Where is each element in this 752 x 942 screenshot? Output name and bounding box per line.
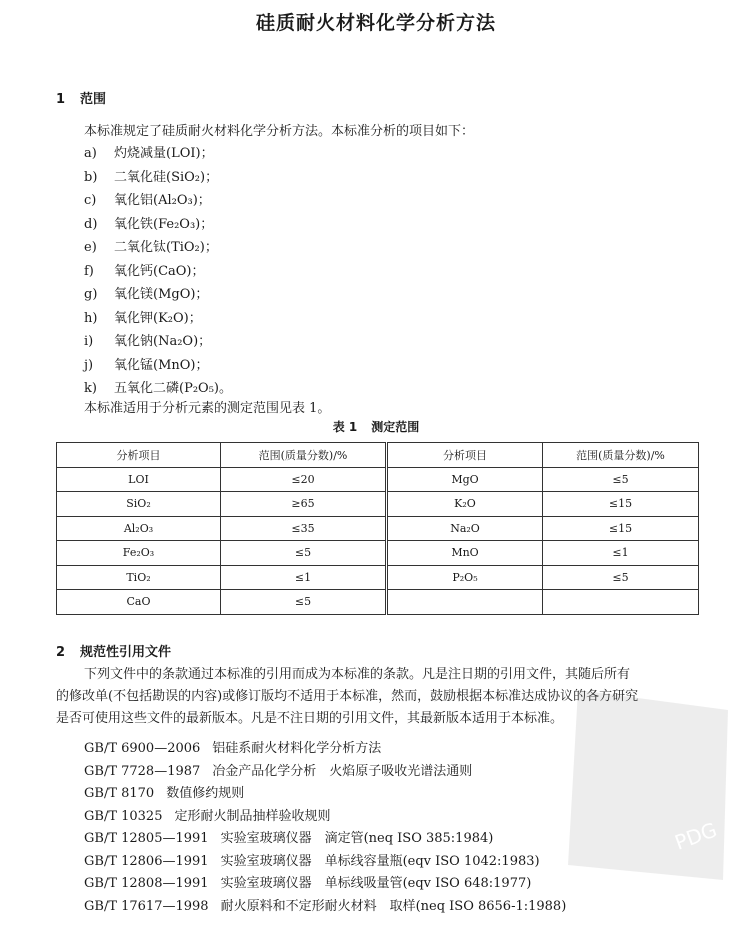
list-marker: k) (84, 381, 97, 396)
paragraph-line: 的修改单(不包括勘误的内容)或修订版均不适用于本标准，然而，鼓励根据本标准达成协议的各方研究 (56, 689, 639, 704)
paragraph-line: 是否可使用这些文件的最新版本。凡是不注日期的引用文件，其最新版本适用于本标准。 (56, 711, 564, 726)
reference-item (84, 873, 566, 896)
table-header-cell: 范围(质量分数)/% (543, 443, 699, 468)
list-text: 氧化铝(Al₂O₃)； (114, 193, 211, 208)
table-caption (0, 418, 752, 435)
list-item (84, 283, 232, 307)
reference-code: GB/T 17617—1998 (84, 898, 209, 914)
table-row (57, 565, 699, 590)
list-text: 灼烧减量(LOI)； (114, 146, 214, 161)
list-marker: f) (84, 263, 94, 279)
reference-code: GB/T 6900—2006 (84, 741, 201, 756)
section-1-scope-note: 本标准适用于分析元素的测定范围见表 1。 (84, 401, 331, 416)
table-cell: SiO₂ (57, 492, 221, 517)
table-header-row (57, 443, 699, 468)
section-title: 范围 (80, 92, 107, 107)
table-cell: CaO (57, 590, 221, 615)
section-2-heading (56, 641, 171, 660)
list-text: 氧化镁(MgO)； (114, 287, 209, 302)
list-item (84, 354, 232, 378)
list-marker: c) (84, 193, 97, 208)
table-cell: Al₂O₃ (57, 516, 221, 541)
reference-title: 实验室玻璃仪器 滴定管(neq ISO 385:1984) (220, 831, 494, 846)
table-header-cell: 范围(质量分数)/% (221, 443, 387, 468)
table-cell: Fe₂O₃ (57, 541, 221, 566)
section-number: 2 (56, 645, 66, 660)
table-cell: ≤15 (543, 516, 699, 541)
table-cell (387, 590, 543, 615)
reference-list (84, 738, 566, 918)
section-title: 规范性引用文件 (80, 645, 172, 660)
table-caption-text: 测定范围 (371, 420, 420, 434)
list-item (84, 166, 232, 190)
reference-item (84, 738, 566, 761)
reference-code: GB/T 12808—1991 (84, 876, 209, 891)
table-row (57, 541, 699, 566)
table-header-cell: 分析项目 (57, 443, 221, 468)
table-row (57, 467, 699, 492)
table-cell (543, 590, 699, 615)
list-item (84, 330, 232, 354)
list-marker: h) (84, 310, 98, 326)
table-cell: Na₂O (387, 516, 543, 541)
reference-item (84, 761, 566, 784)
table-row (57, 492, 699, 517)
reference-item (84, 828, 566, 851)
table-cell: ≤5 (543, 565, 699, 590)
reference-item (84, 783, 566, 806)
paragraph-line: 下列文件中的条款通过本标准的引用而成为本标准的条款。凡是注日期的引用文件，其随后所有 (84, 667, 631, 682)
list-marker: d) (84, 216, 98, 232)
reference-title: 耐火原料和不定形耐火材料 取样(neq ISO 8656-1:1988) (220, 898, 567, 914)
reference-item (84, 851, 566, 874)
reference-code: GB/T 12805—1991 (84, 831, 209, 846)
reference-item (84, 806, 566, 829)
table-cell: ≥65 (221, 492, 387, 517)
table-cell: ≤1 (543, 541, 699, 566)
table-cell: ≤5 (543, 467, 699, 492)
list-marker: i) (84, 334, 94, 349)
reference-title: 冶金产品化学分析 火焰原子吸收光谱法通则 (212, 763, 473, 779)
table-cell: ≤5 (221, 590, 387, 615)
reference-title: 定形耐火制品抽样验收规则 (174, 808, 331, 824)
list-marker: a) (84, 146, 97, 161)
watermark-text: PDG (671, 817, 721, 855)
table-label: 表 1 (332, 420, 358, 434)
table-cell: ≤5 (221, 541, 387, 566)
table-cell: MnO (387, 541, 543, 566)
table-cell: MgO (387, 467, 543, 492)
reference-code: GB/T 8170 (84, 786, 155, 801)
seal-shape (568, 690, 728, 880)
table-cell: TiO₂ (57, 565, 221, 590)
reference-title: 实验室玻璃仪器 单标线容量瓶(eqv ISO 1042:1983) (220, 853, 540, 869)
reference-code: GB/T 12806—1991 (84, 853, 209, 869)
range-table (56, 442, 699, 615)
library-seal-icon (548, 680, 738, 890)
reference-title: 铝硅系耐火材料化学分析方法 (212, 741, 382, 756)
reference-code: GB/T 7728—1987 (84, 763, 201, 779)
list-item (84, 260, 232, 284)
table-row (57, 590, 699, 615)
list-marker: j) (84, 357, 94, 373)
list-text: 氧化锰(MnO)； (114, 357, 209, 373)
table-cell: ≤1 (221, 565, 387, 590)
list-item (84, 307, 232, 331)
table-cell: LOI (57, 467, 221, 492)
table-header-cell: 分析项目 (387, 443, 543, 468)
list-marker: g) (84, 287, 98, 302)
table-cell: ≤20 (221, 467, 387, 492)
list-text: 氧化铁(Fe₂O₃)； (114, 216, 214, 232)
section-1-heading (56, 88, 106, 107)
list-text: 二氧化硅(SiO₂)； (114, 169, 219, 185)
list-text: 二氧化钛(TiO₂)； (114, 240, 218, 255)
list-item (84, 142, 232, 166)
table-cell: ≤35 (221, 516, 387, 541)
list-text: 氧化钾(K₂O)； (114, 310, 202, 326)
table-cell: P₂O₅ (387, 565, 543, 590)
list-item (84, 236, 232, 260)
reference-title: 数值修约规则 (166, 786, 245, 801)
list-text: 氧化钠(Na₂O)； (114, 334, 212, 349)
list-text: 五氧化二磷(P₂O₅)。 (114, 381, 232, 396)
section-1-intro: 本标准规定了硅质耐火材料化学分析方法。本标准分析的项目如下： (84, 124, 475, 139)
list-marker: e) (84, 240, 97, 255)
list-item (84, 189, 232, 213)
list-item (84, 213, 232, 237)
table-cell: K₂O (387, 492, 543, 517)
list-text: 氧化钙(CaO)； (114, 263, 205, 279)
reference-item (84, 896, 566, 919)
section-number: 1 (56, 92, 66, 107)
analysis-item-list (84, 142, 232, 401)
table-cell: ≤15 (543, 492, 699, 517)
reference-title: 实验室玻璃仪器 单标线吸量管(eqv ISO 648:1977) (220, 876, 532, 891)
list-marker: b) (84, 169, 98, 185)
table-row (57, 516, 699, 541)
document-title: 硅质耐火材料化学分析方法 (255, 12, 496, 34)
reference-code: GB/T 10325 (84, 808, 163, 824)
